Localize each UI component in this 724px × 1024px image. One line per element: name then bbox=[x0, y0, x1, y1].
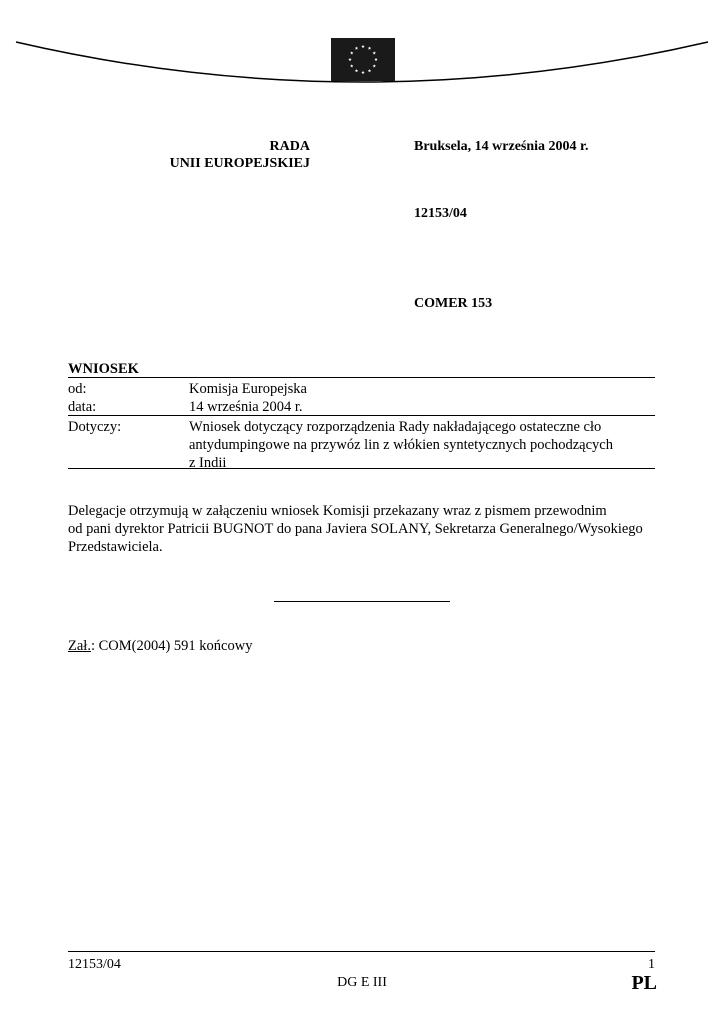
flag-star bbox=[374, 58, 377, 61]
flag-star bbox=[350, 64, 353, 67]
council-line-1: RADA bbox=[269, 139, 310, 154]
subject-line-1: Wniosek dotyczący rozporządzenia Rady nakładającego ostateczne cło bbox=[189, 419, 602, 435]
footer-language: PL bbox=[631, 972, 657, 994]
council-line-2: UNII EUROPEJSKIEJ bbox=[169, 156, 310, 171]
flag-star bbox=[355, 46, 358, 49]
body-paragraph bbox=[68, 502, 668, 556]
document-number: 12153/04 bbox=[414, 206, 467, 221]
note-title: WNIOSEK bbox=[68, 361, 139, 377]
body-line-2: od pani dyrektor Patricii BUGNOT do pana Javiera SOLANY, Sekretarza Generalnego/Wysokiego bbox=[68, 521, 643, 537]
date-value: 14 września 2004 r. bbox=[189, 399, 303, 415]
body-line-1: Delegacje otrzymują w załączeniu wniosek Komisji przekazany wraz z pismem przewodnim bbox=[68, 503, 607, 519]
note-top-rule bbox=[68, 377, 655, 378]
comer-code: COMER 153 bbox=[414, 296, 493, 311]
separator-line bbox=[274, 601, 450, 602]
subject-line-2: antydumpingowe na przywóz lin z włókien syntetycznych pochodzących bbox=[189, 437, 613, 453]
from-label: od: bbox=[68, 381, 87, 397]
subject-text bbox=[189, 418, 649, 472]
flag-star bbox=[368, 46, 371, 49]
flag-star bbox=[350, 51, 353, 54]
from-value: Komisja Europejska bbox=[189, 381, 307, 397]
footer-rule bbox=[68, 951, 655, 952]
enclosure-label: Zał. bbox=[68, 638, 91, 654]
footer-doc-number: 12153/04 bbox=[68, 957, 121, 972]
subject-line-3: z Indii bbox=[189, 455, 227, 471]
note-bottom-rule bbox=[68, 468, 655, 469]
eu-flag-icon bbox=[331, 38, 395, 81]
flag-star bbox=[361, 71, 364, 74]
footer-department: DG E III bbox=[337, 975, 387, 990]
flag-star bbox=[368, 69, 371, 72]
flag-star bbox=[348, 58, 351, 61]
enclosure-text: : COM(2004) 591 końcowy bbox=[90, 638, 253, 654]
enclosure bbox=[68, 637, 252, 655]
flag-star bbox=[361, 45, 364, 48]
footer-page-number: 1 bbox=[648, 957, 655, 972]
flag-star bbox=[373, 64, 376, 67]
subject-label: Dotyczy: bbox=[68, 419, 122, 435]
flag-star bbox=[373, 51, 376, 54]
place-date: Bruksela, 14 września 2004 r. bbox=[414, 139, 589, 154]
body-line-3: Przedstawiciela. bbox=[68, 539, 163, 555]
date-label: data: bbox=[68, 399, 97, 415]
council-name bbox=[150, 138, 310, 172]
subject-top-rule bbox=[68, 415, 655, 416]
flag-star bbox=[355, 69, 358, 72]
